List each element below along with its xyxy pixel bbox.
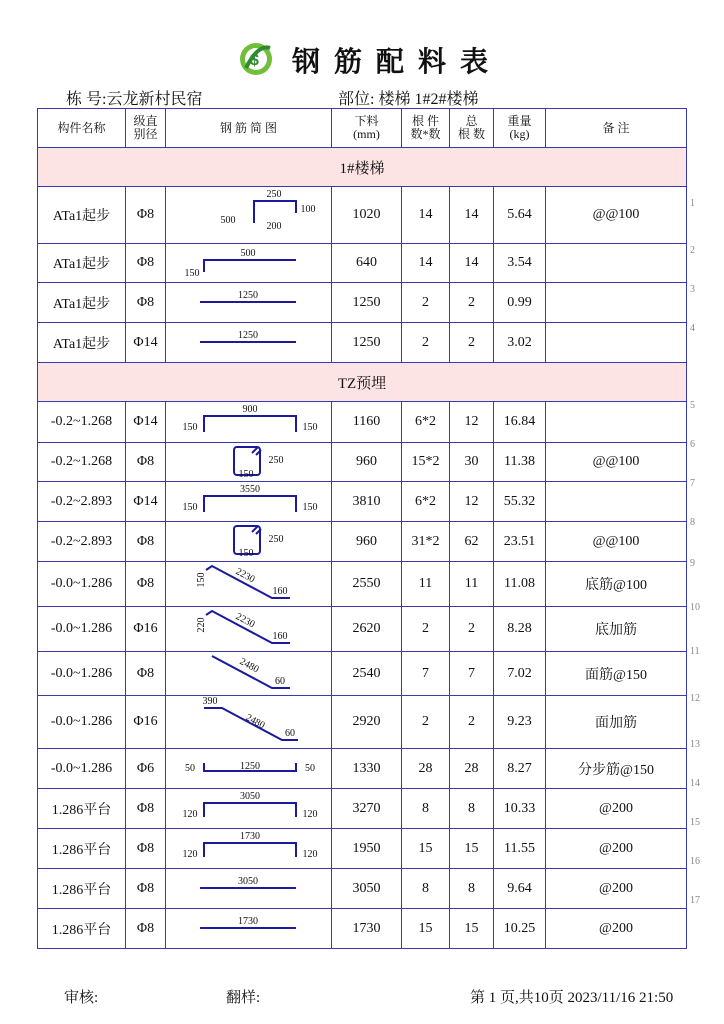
cell-count: 8	[402, 869, 450, 909]
dimension-label: 60	[285, 728, 295, 739]
dimension-label: 50	[305, 763, 315, 774]
cell-name: ATa1起步	[38, 283, 126, 323]
rebar-shape-diagram	[166, 869, 332, 908]
dimension-label: 120	[302, 849, 318, 860]
cell-count: 15	[402, 909, 450, 949]
cell-count: 6*2	[402, 482, 450, 522]
rebar-shape-diagram	[166, 187, 332, 243]
cell-count: 14	[402, 187, 450, 244]
section-header	[38, 363, 687, 402]
cell-total: 12	[450, 482, 494, 522]
cell-diameter: Φ8	[126, 244, 166, 283]
cell-shape	[166, 789, 332, 829]
cell-cut-length: 960	[332, 522, 402, 562]
cell-shape	[166, 283, 332, 323]
dimension-label: 900	[242, 404, 258, 415]
table-row	[38, 443, 687, 482]
cell-diameter: Φ8	[126, 562, 166, 607]
rebar-shape-diagram	[166, 829, 332, 868]
cell-name: ATa1起步	[38, 187, 126, 244]
rebar-shape-diagram	[166, 909, 332, 948]
table-row	[38, 402, 687, 443]
cell-diameter: Φ8	[126, 829, 166, 869]
row-number: 5	[690, 400, 695, 411]
cell-count: 2	[402, 283, 450, 323]
cell-remark: @@100	[546, 443, 687, 482]
cell-total: 14	[450, 187, 494, 244]
cell-weight: 0.99	[494, 283, 546, 323]
table-row	[38, 869, 687, 909]
cell-name: -0.2~2.893	[38, 482, 126, 522]
table-row	[38, 607, 687, 652]
cell-weight: 23.51	[494, 522, 546, 562]
row-number: 14	[690, 777, 700, 789]
cell-shape	[166, 652, 332, 696]
position-value: 楼梯 1#2#楼梯	[378, 91, 479, 108]
col-weight: 重量 (kg)	[494, 109, 546, 148]
table-row	[38, 323, 687, 363]
cell-cut-length: 1160	[332, 402, 402, 443]
col-remark: 备 注	[546, 109, 687, 148]
row-number: 10	[690, 602, 700, 613]
cell-name: -0.0~1.286	[38, 607, 126, 652]
cell-cut-length: 3270	[332, 789, 402, 829]
table-row	[38, 789, 687, 829]
building-value: 云龙新村民宿	[106, 91, 203, 108]
cell-remark	[546, 283, 687, 323]
dimension-label: 2480	[237, 656, 261, 676]
dimension-label: 250	[268, 534, 284, 545]
building-label: 栋 号:	[66, 91, 107, 108]
table-row	[38, 829, 687, 869]
cell-shape	[166, 522, 332, 562]
building-info	[66, 86, 202, 109]
cell-total: 11	[450, 562, 494, 607]
title-text: 钢筋配料表	[292, 47, 503, 78]
cell-count: 2	[402, 696, 450, 749]
cell-weight: 8.27	[494, 749, 546, 789]
row-number: 8	[690, 516, 695, 528]
dimension-label: 500	[220, 215, 236, 226]
cell-name: 1.286平台	[38, 869, 126, 909]
dimension-label: 2480	[243, 712, 267, 732]
cell-weight: 3.54	[494, 244, 546, 283]
row-number: 2	[690, 245, 695, 256]
col-cut-length: 下料 (mm)	[332, 109, 402, 148]
cell-shape	[166, 482, 332, 522]
dimension-label: 500	[240, 248, 256, 259]
dimension-label: 150	[182, 422, 198, 433]
drafter-label: 翻样:	[226, 990, 261, 1006]
dimension-label: 250	[268, 455, 284, 466]
cell-diameter: Φ8	[126, 789, 166, 829]
page-number: 第 1 页,共10页	[470, 990, 564, 1006]
dimension-label: 250	[266, 189, 282, 200]
cell-diameter: Φ8	[126, 522, 166, 562]
cell-total: 30	[450, 443, 494, 482]
svg-text:$: $	[250, 52, 259, 69]
rebar-shape-diagram	[166, 482, 332, 521]
cell-name: -0.2~2.893	[38, 522, 126, 562]
rebar-shape-diagram	[166, 244, 332, 282]
row-number: 9	[690, 558, 695, 569]
cell-count: 2	[402, 323, 450, 363]
rebar-shape-diagram	[166, 443, 332, 481]
dimension-label: 3050	[238, 876, 258, 887]
cell-remark	[546, 323, 687, 363]
cell-name: ATa1起步	[38, 323, 126, 363]
dimension-label: 220	[196, 617, 207, 633]
cell-cut-length: 640	[332, 244, 402, 283]
col-grade: 级直 别径	[126, 109, 166, 148]
cell-cut-length: 2620	[332, 607, 402, 652]
dimension-label: 3550	[240, 484, 260, 495]
cell-cut-length: 2550	[332, 562, 402, 607]
dimension-label: 150	[302, 502, 318, 513]
cell-cut-length: 2920	[332, 696, 402, 749]
rebar-shape-diagram	[166, 562, 332, 606]
cell-weight: 10.33	[494, 789, 546, 829]
cell-shape	[166, 323, 332, 363]
row-number: 11	[690, 645, 700, 657]
cell-shape	[166, 402, 332, 443]
position-label: 部位:	[338, 91, 375, 108]
cell-weight: 9.64	[494, 869, 546, 909]
cell-cut-length: 1730	[332, 909, 402, 949]
cell-name: ATa1起步	[38, 244, 126, 283]
cell-remark: 分步筋@150	[546, 749, 687, 789]
rebar-shape-diagram	[166, 607, 332, 651]
rebar-shape-diagram	[166, 696, 332, 748]
cell-cut-length: 1250	[332, 323, 402, 363]
cell-name: -0.2~1.268	[38, 402, 126, 443]
cell-count: 2	[402, 607, 450, 652]
cell-shape	[166, 443, 332, 482]
dimension-label: 1250	[238, 330, 258, 341]
cell-remark: 面筋@150	[546, 652, 687, 696]
dimension-label: 150	[182, 502, 198, 513]
cell-total: 15	[450, 829, 494, 869]
cell-weight: 16.84	[494, 402, 546, 443]
dimension-label: 1250	[238, 290, 258, 301]
cell-shape	[166, 696, 332, 749]
dimension-label: 160	[272, 631, 288, 642]
cell-name: -0.0~1.286	[38, 652, 126, 696]
row-number: 4	[690, 322, 695, 334]
cell-name: 1.286平台	[38, 829, 126, 869]
row-number: 12	[690, 693, 700, 704]
cell-weight: 11.55	[494, 829, 546, 869]
dimension-label: 2230	[233, 566, 257, 586]
dimension-label: 120	[302, 809, 318, 820]
cell-remark: 底加筋	[546, 607, 687, 652]
cell-shape	[166, 244, 332, 283]
cell-remark: @200	[546, 829, 687, 869]
cell-name: 1.286平台	[38, 909, 126, 949]
cell-count: 11	[402, 562, 450, 607]
row-number: 13	[690, 738, 700, 750]
cell-weight: 9.23	[494, 696, 546, 749]
rebar-shape-diagram	[166, 789, 332, 828]
check-label: 审核:	[64, 990, 99, 1006]
cell-name: -0.0~1.286	[38, 696, 126, 749]
cell-count: 28	[402, 749, 450, 789]
dimension-label: 2230	[233, 611, 257, 631]
cell-shape	[166, 562, 332, 607]
row-number: 7	[690, 477, 695, 489]
cell-count: 7	[402, 652, 450, 696]
rebar-shape-diagram	[166, 283, 332, 322]
rebar-shape-diagram	[166, 522, 332, 561]
section-header	[38, 148, 687, 187]
cell-weight: 11.38	[494, 443, 546, 482]
cell-remark: @@100	[546, 187, 687, 244]
col-shape: 钢 筋 简 图	[166, 109, 332, 148]
table-row	[38, 909, 687, 949]
cell-cut-length: 3050	[332, 869, 402, 909]
cell-diameter: Φ16	[126, 696, 166, 749]
cell-remark	[546, 402, 687, 443]
cell-total: 2	[450, 696, 494, 749]
dimension-label: 150	[238, 469, 254, 480]
row-number: 1	[690, 198, 695, 209]
dimension-label: 150	[302, 422, 318, 433]
cell-total: 14	[450, 244, 494, 283]
dimension-label: 160	[272, 586, 288, 597]
cell-total: 12	[450, 402, 494, 443]
table-row	[38, 522, 687, 562]
cell-total: 15	[450, 909, 494, 949]
cell-total: 8	[450, 869, 494, 909]
cell-shape	[166, 829, 332, 869]
cell-remark: 面加筋	[546, 696, 687, 749]
dimension-label: 1730	[240, 831, 260, 842]
dimension-label: 150	[196, 572, 207, 588]
table-row	[38, 283, 687, 323]
cell-total: 2	[450, 283, 494, 323]
cell-diameter: Φ6	[126, 749, 166, 789]
row-number: 15	[690, 816, 700, 828]
cell-count: 8	[402, 789, 450, 829]
cell-diameter: Φ8	[126, 869, 166, 909]
table-row	[38, 482, 687, 522]
cell-weight: 8.28	[494, 607, 546, 652]
col-count: 根 件 数*数	[402, 109, 450, 148]
cell-count: 15*2	[402, 443, 450, 482]
cell-diameter: Φ14	[126, 402, 166, 443]
cell-remark: @@100	[546, 522, 687, 562]
cell-cut-length: 960	[332, 443, 402, 482]
cell-diameter: Φ14	[126, 323, 166, 363]
table-row	[38, 652, 687, 696]
cell-remark: @200	[546, 789, 687, 829]
cell-weight: 10.25	[494, 909, 546, 949]
cell-weight: 5.64	[494, 187, 546, 244]
cell-shape	[166, 187, 332, 244]
dimension-label: 200	[266, 221, 282, 232]
cell-name: 1.286平台	[38, 789, 126, 829]
cell-name: -0.2~1.268	[38, 443, 126, 482]
row-number: 6	[690, 439, 695, 450]
rebar-shape-diagram	[166, 323, 332, 362]
dimension-label: 120	[182, 849, 198, 860]
cell-shape	[166, 749, 332, 789]
cell-cut-length: 1950	[332, 829, 402, 869]
table-row	[38, 562, 687, 607]
dimension-label: 120	[182, 809, 198, 820]
cell-remark	[546, 482, 687, 522]
cell-shape	[166, 869, 332, 909]
cell-diameter: Φ8	[126, 187, 166, 244]
cell-weight: 55.32	[494, 482, 546, 522]
cell-cut-length: 3810	[332, 482, 402, 522]
cell-cut-length: 1250	[332, 283, 402, 323]
col-name: 构件名称	[38, 109, 126, 148]
table-row	[38, 696, 687, 749]
cell-cut-length: 1020	[332, 187, 402, 244]
rebar-schedule-table	[37, 108, 687, 949]
col-total: 总 根 数	[450, 109, 494, 148]
dimension-label: 50	[185, 763, 195, 774]
cell-total: 2	[450, 323, 494, 363]
cell-remark: 底筋@100	[546, 562, 687, 607]
cell-diameter: Φ8	[126, 909, 166, 949]
dimension-label: 100	[300, 204, 316, 215]
cell-count: 15	[402, 829, 450, 869]
dimension-label: 60	[275, 676, 285, 687]
cell-shape	[166, 607, 332, 652]
cell-total: 8	[450, 789, 494, 829]
position-info	[338, 86, 478, 109]
cell-weight: 11.08	[494, 562, 546, 607]
dimension-label: 150	[238, 548, 254, 559]
dimension-label: 1250	[240, 761, 260, 772]
cell-total: 2	[450, 607, 494, 652]
cell-remark: @200	[546, 869, 687, 909]
cell-count: 31*2	[402, 522, 450, 562]
cell-name: -0.0~1.286	[38, 562, 126, 607]
page-indicator	[470, 986, 673, 1007]
cell-cut-length: 1330	[332, 749, 402, 789]
dimension-label: 390	[202, 696, 218, 707]
cell-total: 7	[450, 652, 494, 696]
rebar-shape-diagram	[166, 749, 332, 788]
section-title: 1#楼梯	[38, 148, 687, 187]
table-row	[38, 187, 687, 244]
table-row	[38, 244, 687, 283]
rebar-shape-diagram	[166, 402, 332, 442]
cell-count: 6*2	[402, 402, 450, 443]
cell-diameter: Φ8	[126, 652, 166, 696]
dimension-label: 150	[184, 268, 200, 279]
dimension-label: 1730	[238, 916, 258, 927]
cell-total: 62	[450, 522, 494, 562]
cell-remark	[546, 244, 687, 283]
section-title: TZ预埋	[38, 363, 687, 402]
table-row	[38, 749, 687, 789]
cell-diameter: Φ8	[126, 443, 166, 482]
cell-total: 28	[450, 749, 494, 789]
cell-name: -0.0~1.286	[38, 749, 126, 789]
cell-cut-length: 2540	[332, 652, 402, 696]
cell-diameter: Φ8	[126, 283, 166, 323]
row-number: 3	[690, 283, 695, 295]
cell-count: 14	[402, 244, 450, 283]
cell-diameter: Φ16	[126, 607, 166, 652]
header-row	[38, 109, 687, 148]
cell-diameter: Φ14	[126, 482, 166, 522]
row-number: 17	[690, 894, 700, 906]
row-number: 16	[690, 855, 700, 867]
cell-shape	[166, 909, 332, 949]
cell-weight: 3.02	[494, 323, 546, 363]
rebar-shape-diagram	[166, 652, 332, 695]
rebar-logo-icon	[236, 38, 276, 78]
dimension-label: 3050	[240, 791, 260, 802]
cell-remark: @200	[546, 909, 687, 949]
print-datetime: 2023/11/16 21:50	[567, 990, 674, 1006]
cell-weight: 7.02	[494, 652, 546, 696]
